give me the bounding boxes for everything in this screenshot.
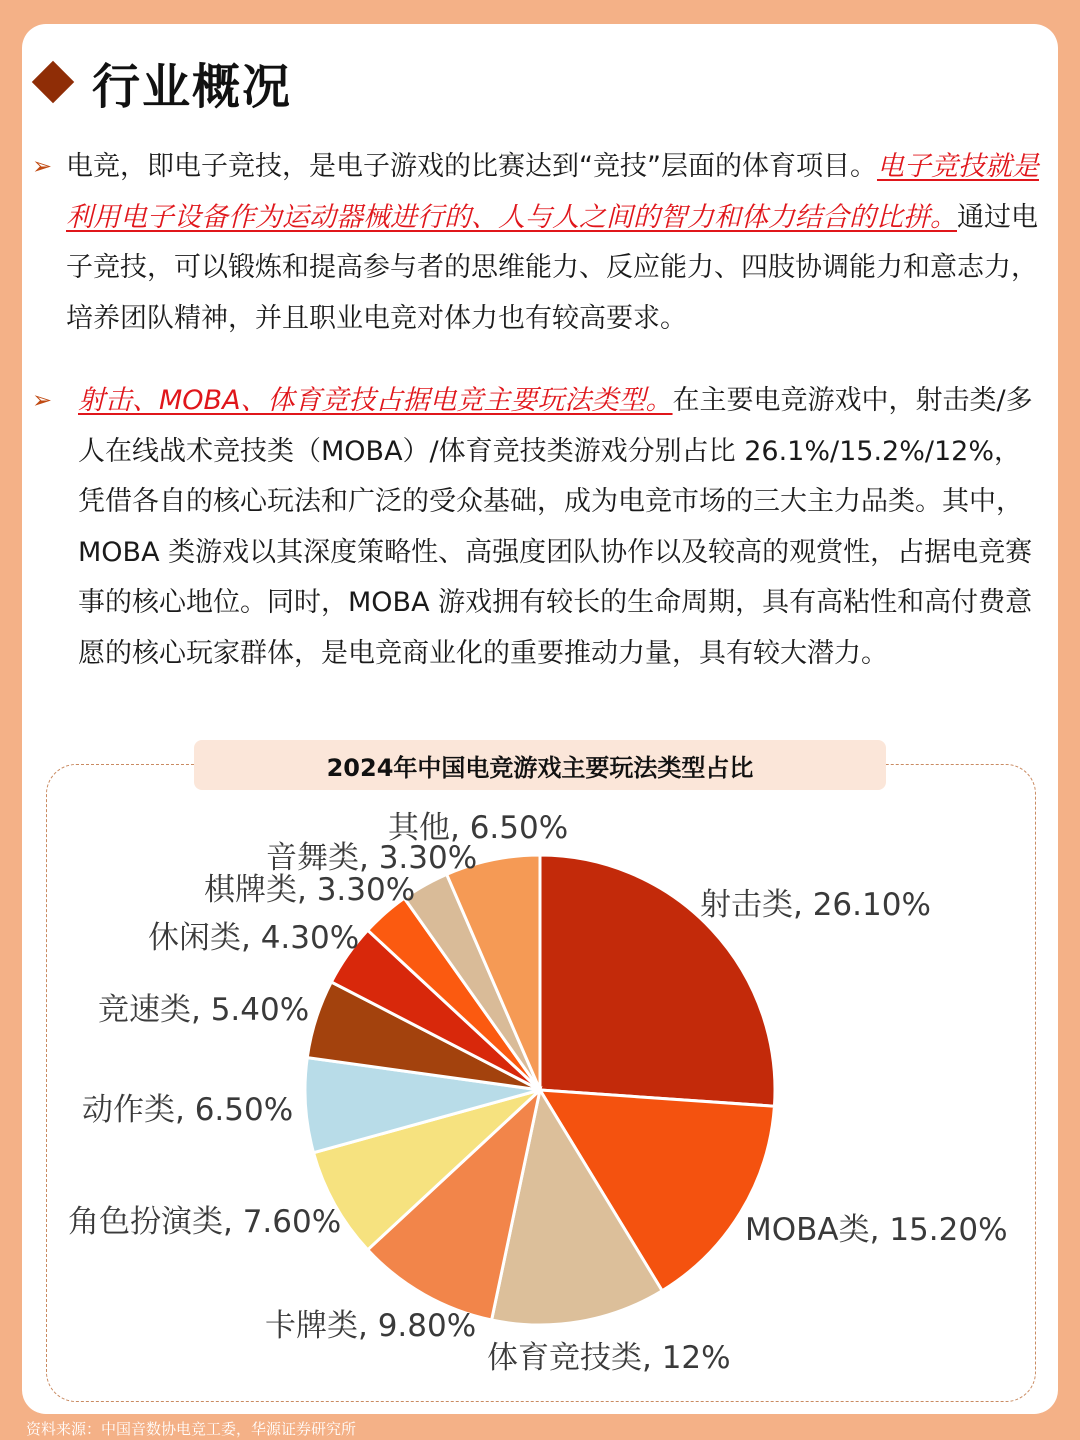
pie-label-8: 休闲类, 4.30% xyxy=(148,920,360,956)
pie-label-3: 体育竞技类, 12% xyxy=(487,1340,731,1376)
pie-label-6: 动作类, 6.50% xyxy=(82,1092,294,1128)
arrow-bullet-icon: ➢ xyxy=(32,152,53,180)
chart-title: 2024年中国电竞游戏主要玩法类型占比 xyxy=(194,740,886,790)
page-title: 行业概况 xyxy=(92,58,293,115)
paragraph-2-emphasis: 射击、MOBA、体育竞技占据电竞主要玩法类型。 xyxy=(78,385,673,416)
pie-label-9: 棋牌类, 3.30% xyxy=(204,872,416,908)
pie-label-4: 卡牌类, 9.80% xyxy=(265,1308,477,1344)
pie-label-11: 其他, 6.50% xyxy=(388,810,569,846)
pie-label-5: 角色扮演类, 7.60% xyxy=(68,1204,342,1240)
pie-label-10: 音舞类, 3.30% xyxy=(266,840,478,876)
pie-label-1: 射击类, 26.10% xyxy=(700,887,931,923)
paragraph-1-emphasis: 电子竞技就是利用电子设备作为运动器械进行的、人与人之间的智力和体力结合的比拼。 xyxy=(66,151,1039,233)
source-note: 资料来源：中国音数协电竞工委，华源证券研究所 xyxy=(26,1420,357,1438)
paragraph-1-text-b: 通过电子竞技，可以锻炼和提高参与者的思维能力、反应能力、四肢协调能力和意志力，培养团队精神，并且职业电竞对体力也有较高要求。 xyxy=(66,201,1038,334)
pie-label-7: 竞速类, 5.40% xyxy=(98,992,310,1028)
arrow-bullet-icon: ➢ xyxy=(32,386,53,414)
pie-label-2: MOBA类, 15.20% xyxy=(745,1212,1008,1248)
paragraph-1-text-a: 电竞，即电子竞技，是电子游戏的比赛达到“竞技”层面的体育项目。 xyxy=(66,151,877,182)
paragraph-2-text: 在主要电竞游戏中，射击类/多人在线战术竞技类（MOBA）/体育竞技类游戏分别占比 26.1%/15.2%/12%，凭借各自的核心玩法和广泛的受众基础，成为电竞市场的三大主力品类。其中，MOBA 类游戏以其深度策略性、高强度团队协作以及较高的观赏性，占据电竞赛事的核心地位。同时，MOBA 游戏拥有较长的生命周期，具有高粘性和高付费意愿的核心玩家群体，是电竞商业化的重要推动力量，具有较大潜力。 xyxy=(78,385,1033,669)
